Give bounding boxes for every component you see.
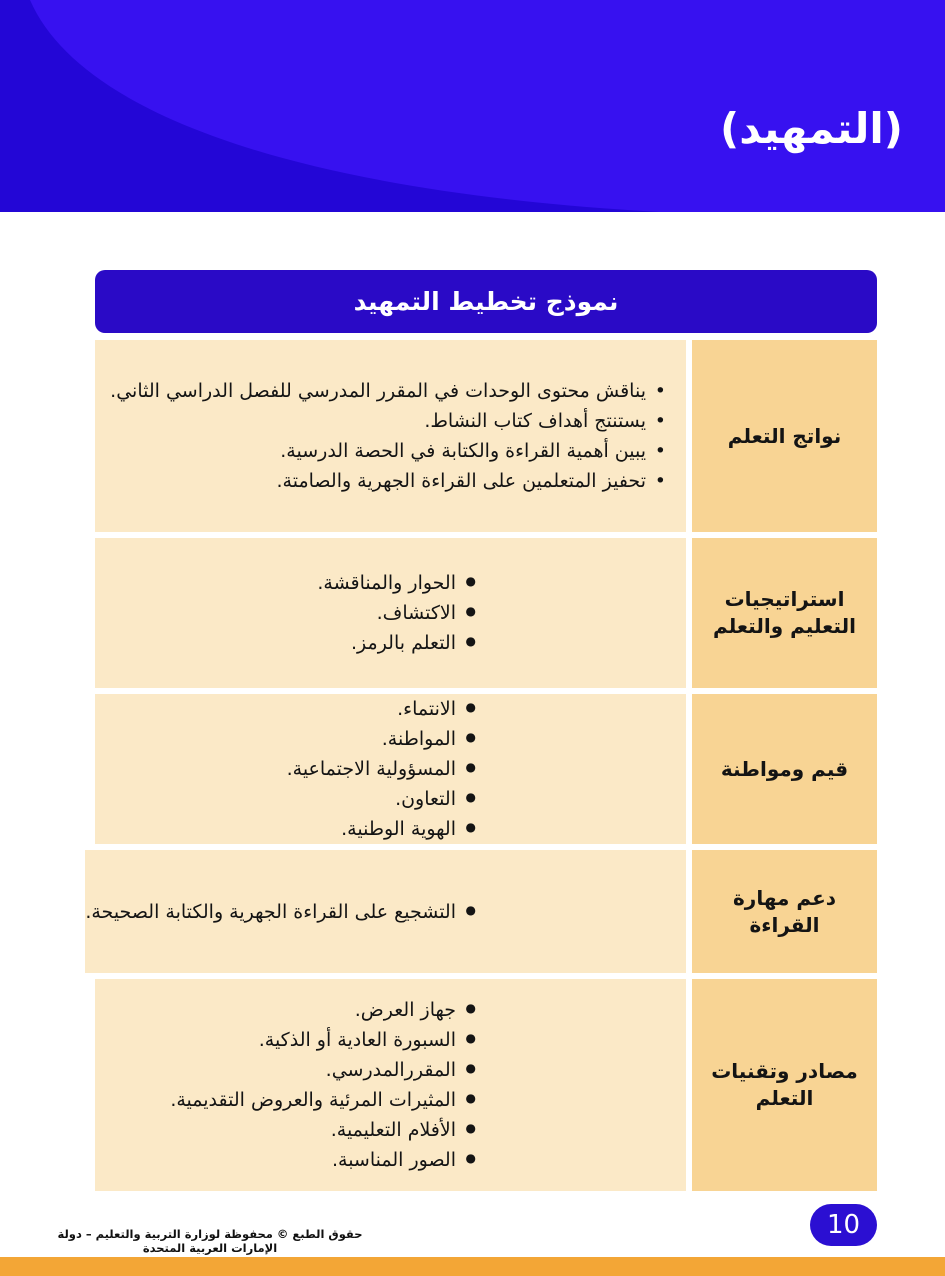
- list-item: • يناقش محتوى الوحدات في المقرر المدرسي للفصل الدراسي الثاني.: [95, 376, 668, 406]
- row-label: استراتيجيات التعليم والتعلم: [713, 587, 856, 638]
- copyright-text: حقوق الطبع © محفوظة لوزارة التربية والتعليم – دولة الإمارات العربية المتحدة: [57, 1227, 363, 1255]
- row-content-cell: [95, 538, 686, 688]
- list-item: ● الانتماء.: [95, 694, 478, 724]
- list-item: ● التعاون.: [95, 784, 478, 814]
- list-item: ● الحوار والمناقشة.: [95, 568, 478, 598]
- page-header-banner: [0, 0, 945, 212]
- row-content-cell: [95, 694, 686, 844]
- bullet-list: [95, 376, 686, 496]
- table-row: [95, 340, 877, 532]
- table-row: [95, 979, 877, 1191]
- row-label-cell: [692, 538, 877, 688]
- bullet-list: [95, 694, 686, 844]
- page-number-badge: [810, 1204, 877, 1246]
- footer-accent-bar: [0, 1257, 945, 1276]
- planning-table: [85, 270, 877, 1191]
- table-title-bar: [95, 270, 877, 333]
- list-item: ● المسؤولية الاجتماعية.: [95, 754, 478, 784]
- bullet-list: [85, 897, 686, 927]
- bullet-list: [95, 568, 686, 658]
- list-item: ● المواطنة.: [95, 724, 478, 754]
- row-label-cell: [692, 850, 877, 973]
- table-row: [95, 694, 877, 844]
- list-item: ● الاكتشاف.: [95, 598, 478, 628]
- row-label: نواتج التعلم: [727, 423, 842, 448]
- list-item: • يستنتج أهداف كتاب النشاط.: [95, 406, 668, 436]
- page-number: 10: [826, 1210, 861, 1240]
- list-item: ● الهوية الوطنية.: [95, 814, 478, 844]
- row-content-cell: [95, 979, 686, 1191]
- page-title: (التمهيد): [720, 104, 903, 153]
- list-item: ● الأفلام التعليمية.: [95, 1115, 478, 1145]
- list-item: ● التعلم بالرمز.: [95, 628, 478, 658]
- row-label-cell: [692, 340, 877, 532]
- row-label-cell: [692, 979, 877, 1191]
- list-item: ● المثيرات المرئية والعروض التقديمية.: [95, 1085, 478, 1115]
- list-item: • تحفيز المتعلمين على القراءة الجهرية والصامتة.: [95, 466, 668, 496]
- row-label: مصادر وتقنيات التعلم: [711, 1059, 858, 1110]
- list-item: ● جهاز العرض.: [95, 995, 478, 1025]
- row-label: قيم ومواطنة: [720, 756, 849, 781]
- row-label-cell: [692, 694, 877, 844]
- row-label: دعم مهارة القراءة: [733, 885, 836, 937]
- row-content-cell: [95, 340, 686, 532]
- table-row: [95, 538, 877, 688]
- bullet-list: [95, 995, 686, 1175]
- list-item: ● الصور المناسبة.: [95, 1145, 478, 1175]
- list-item: ● التشجيع على القراءة الجهرية والكتابة الصحيحة.: [85, 897, 478, 927]
- row-content-cell: [85, 850, 686, 973]
- table-title: نموذج تخطيط التمهيد: [353, 287, 619, 316]
- list-item: ● السبورة العادية أو الذكية.: [95, 1025, 478, 1055]
- list-item: • يبين أهمية القراءة والكتابة في الحصة الدرسية.: [95, 436, 668, 466]
- list-item: ● المقررالمدرسي.: [95, 1055, 478, 1085]
- table-row: [85, 850, 877, 973]
